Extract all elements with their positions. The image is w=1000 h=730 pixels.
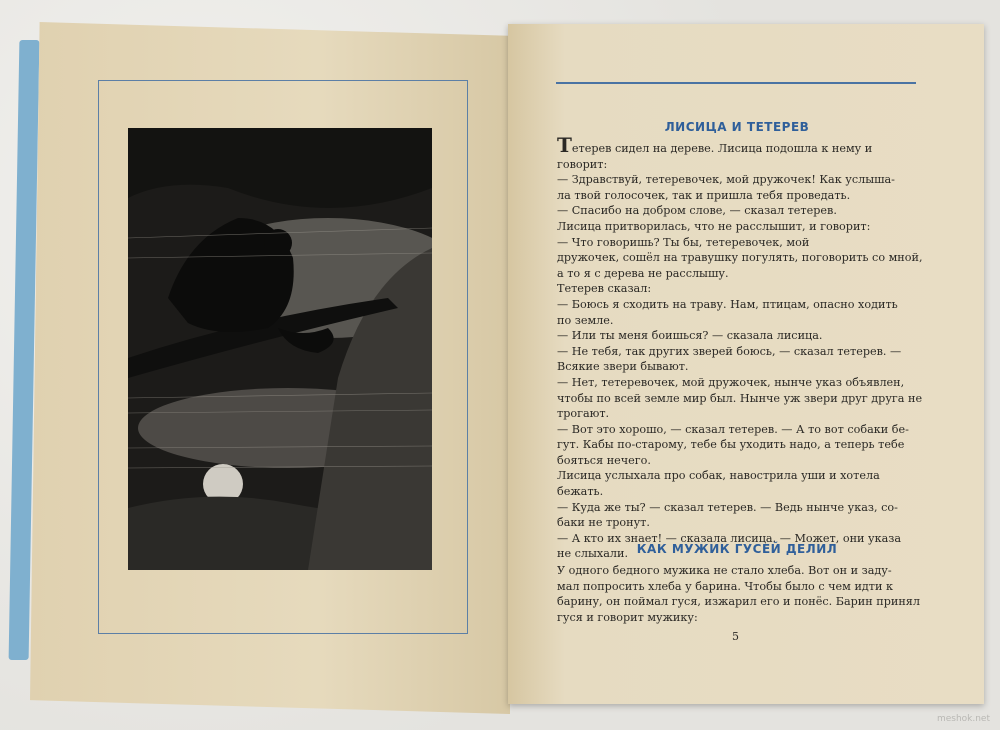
text-line: гуся и говорит мужику: — [557, 610, 698, 624]
story-title-peasant-geese: КАК МУЖИК ГУСЕЙ ДЕЛИЛ — [636, 542, 838, 556]
page-number: 5 — [732, 630, 739, 643]
text-line: трогают. — [557, 407, 610, 421]
story-text-peasant-geese — [557, 563, 920, 625]
text-line: — Вот это хорошо, — сказал тетерев. — А то вот собаки бе- — [557, 422, 909, 436]
text-line: чтобы по всей земле мир был. Нынче уж звери друг друга не — [557, 391, 923, 405]
text-line: Тетерев сказал: — [557, 282, 652, 296]
story-title-fox-and-grouse: ЛИСИЦА И ТЕТЕРЕВ — [664, 120, 810, 134]
text-line: — Не тебя, так других зверей боюсь, — сказал тетерев. — — [557, 344, 902, 358]
text-line: не слыхали. — [557, 547, 629, 561]
text-line: — Что говоришь? Ты бы, тетеревочек, мой — [557, 235, 810, 249]
text-line: а то я с дерева не расслышу. — [557, 266, 729, 280]
text-line: — Боюсь я сходить на траву. Нам, птицам, опасно ходить — [557, 297, 898, 311]
text-line: дружочек, сошёл на травушку погулять, поговорить со мной, — [557, 251, 923, 265]
text-line: по земле. — [557, 313, 614, 327]
text-line: — Или ты меня боишься? — сказала лисица. — [557, 329, 823, 343]
text-line: — Нет, тетеревочек, мой дружочек, нынче указ объявлен, — [557, 375, 905, 389]
text-line: бежать. — [557, 485, 604, 499]
text-line: ла твой голосочек, так и пришла тебя проведать. — [557, 188, 851, 202]
text-line: баки не тронут. — [557, 516, 650, 530]
text-line: барину, он поймал гуся, изжарил его и понёс. Барин принял — [557, 595, 920, 609]
grouse-engraving-illustration — [128, 128, 432, 570]
text-line: мал попросить хлеба у барина. Чтобы было с чем идти к — [557, 579, 893, 593]
text-line: Всякие звери бывают. — [557, 360, 689, 374]
text-line: — Куда же ты? — сказал тетерев. — Ведь нынче указ, со- — [557, 500, 898, 514]
watermark: meshok.net — [936, 714, 990, 724]
top-rule — [556, 82, 916, 84]
story-text-fox-and-grouse — [557, 133, 923, 562]
drop-cap: Т — [557, 133, 572, 157]
text-line: Лисица услыхала про собак, навострила уши и хотела — [557, 469, 880, 483]
text-line: — Здравствуй, тетеревочек, мой дружочек! Как услыша- — [557, 173, 895, 187]
text-line: говорит: — [557, 157, 608, 171]
text-line: У одного бедного мужика не стало хлеба. Вот он и заду- — [557, 564, 892, 577]
text-line: — А кто их знает! — сказала лисица. — Может, они указа — [557, 531, 902, 545]
first-line: Тетерев сидел на дереве. Лисица подошла к нему и — [557, 133, 873, 157]
text-line: бояться нечего. — [557, 453, 651, 467]
text-line: Лисица притворилась, что не расслышит, и говорит: — [557, 219, 871, 233]
text-line: — Спасибо на добром слове, — сказал тетерев. — [557, 204, 837, 218]
text-line: гут. Кабы по-старому, тебе бы уходить надо, а теперь тебе — [557, 438, 905, 452]
